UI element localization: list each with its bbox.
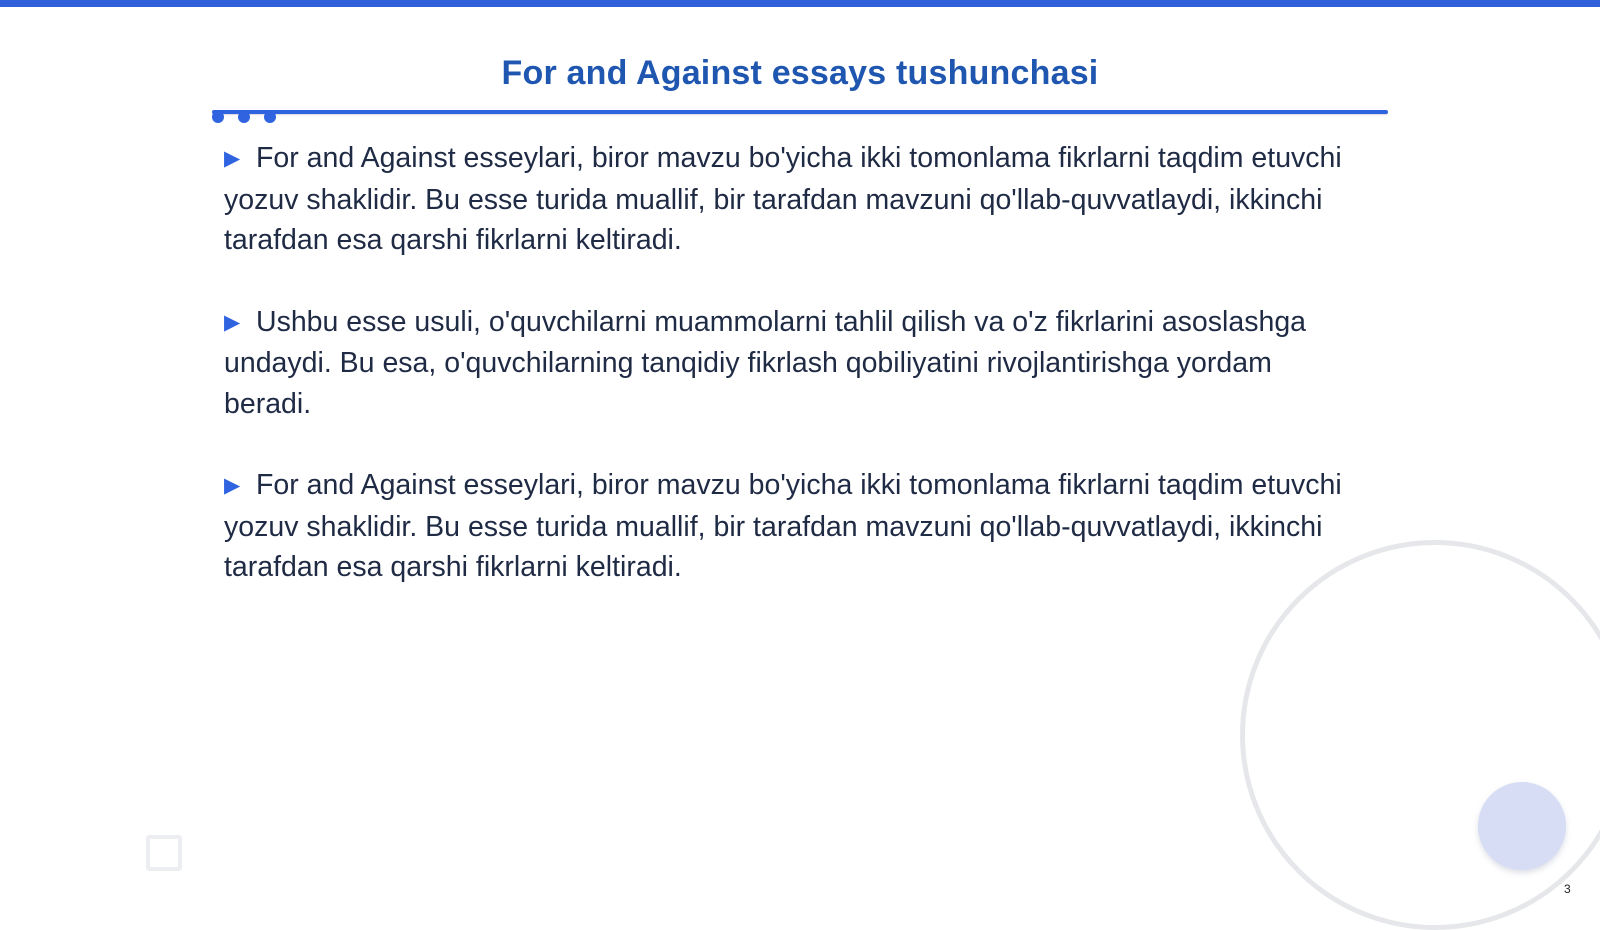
top-accent-bar <box>0 0 1600 7</box>
bullet-item <box>224 302 1344 425</box>
decorative-bubble <box>1478 782 1566 870</box>
page-number: 3 <box>1564 882 1571 896</box>
bullet-item <box>224 138 1344 261</box>
bullet-arrow-icon: ▶ <box>224 474 241 497</box>
decor-dot-1 <box>212 111 224 123</box>
decor-dot-3 <box>264 111 276 123</box>
decor-dot-2 <box>238 111 250 123</box>
decorative-ring <box>1240 540 1600 930</box>
bullet-list <box>224 138 1344 629</box>
bullet-text: Ushbu esse usuli, o'quvchilarni muammolarni tahlil qilish va o'z fikrlarini asoslashga undaydi. Bu esa, o'quvchilarning tanqidiy fikrlash qobiliyatini rivojlantirishga yordam beradi. <box>224 305 1307 420</box>
title-underline <box>212 110 1388 114</box>
bullet-text: For and Against esseylari, biror mavzu bo'yicha ikki tomonlama fikrlarni taqdim etuvchi yozuv shaklidir. Bu esse turida muallif, bir tarafdan mavzuni qo'llab-quvvatlaydi, ikkinchi tarafdan esa qarshi fikrlarni keltiradi. <box>224 469 1342 583</box>
bullet-arrow-icon: ▶ <box>224 310 241 334</box>
slide-title: For and Against essays tushunchasi <box>501 54 1099 92</box>
decorative-square <box>146 835 182 871</box>
bullet-arrow-icon: ▶ <box>224 147 241 170</box>
bullet-item <box>224 465 1344 588</box>
bullet-text: For and Against esseylari, biror mavzu bo'yicha ikki tomonlama fikrlarni taqdim etuvchi yozuv shaklidir. Bu esse turida muallif, bir tarafdan mavzuni qo'llab-quvvatlaydi, ikkinchi tarafdan esa qarshi fikrlarni keltiradi. <box>224 142 1342 256</box>
